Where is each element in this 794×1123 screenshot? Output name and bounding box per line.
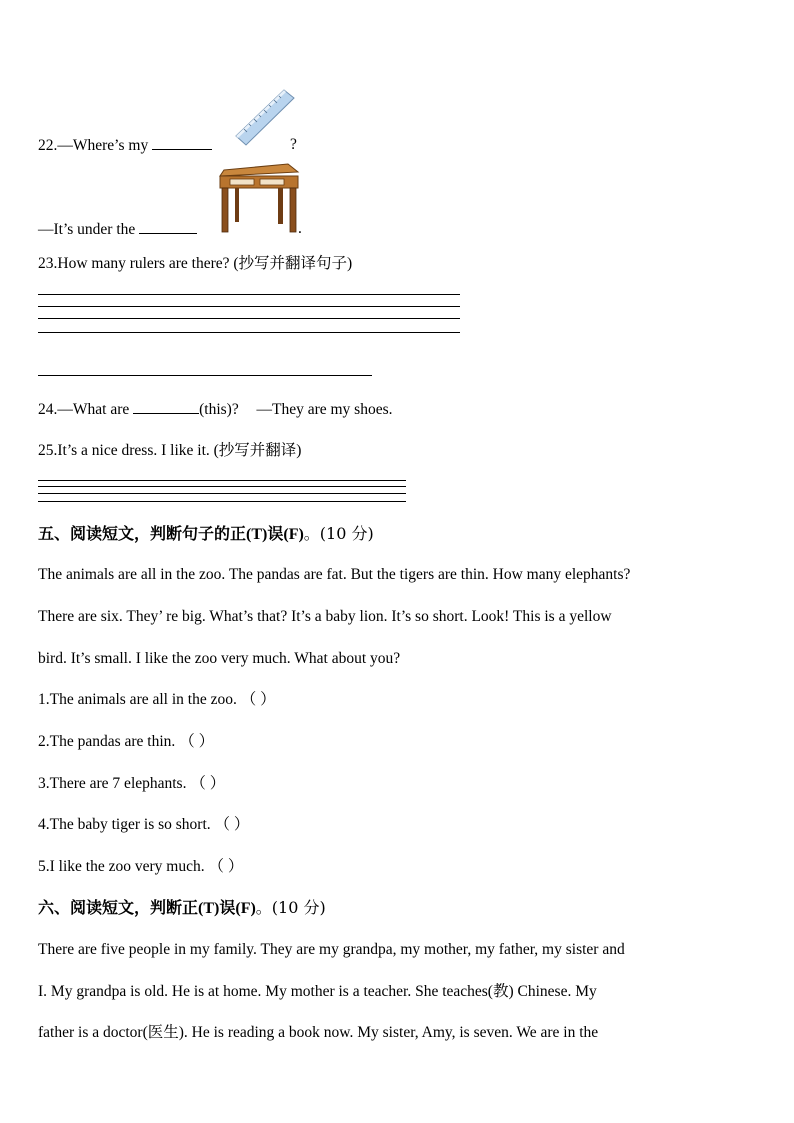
section5-passage-line: bird. It’s small. I like the zoo very much. What about you? <box>38 650 401 667</box>
q22-line1-prefix: 22.—Where’s my <box>38 137 149 154</box>
q23-answer-line-4[interactable] <box>38 332 460 333</box>
section6-heading-b: (T) <box>198 900 220 917</box>
section6-heading <box>38 898 326 919</box>
q25-answer-line-2[interactable] <box>38 486 406 487</box>
section6-passage-line: father is a doctor(医生). He is reading a book now. My sister, Amy, is seven. We are in the <box>38 1024 599 1041</box>
answer-paren[interactable]: （ ） <box>214 816 250 833</box>
q23-answer-line-2[interactable] <box>38 306 460 307</box>
section5-passage-line: The animals are all in the zoo. The pandas are fat. But the tigers are thin. How many elephants? <box>38 566 631 583</box>
q22-blank-2[interactable] <box>139 219 197 234</box>
section5-item-text: 2.The pandas are thin. <box>38 733 176 750</box>
section5-heading-a: 五、阅读短文，判断句子的正 <box>38 524 247 543</box>
q25-answer-line-4[interactable] <box>38 501 406 502</box>
q25-text: 25.It’s a nice dress. I like it. (抄写并翻译) <box>38 442 302 459</box>
section5-heading-d: (F) <box>283 526 304 543</box>
q22-line1-suffix: ? <box>290 136 297 153</box>
section5-heading <box>38 524 374 545</box>
q24-answer: —They are my shoes. <box>256 401 393 418</box>
section6-heading-e: 。(10 分) <box>255 898 326 917</box>
section5-item-5 <box>38 857 243 877</box>
q23-answer-line-5[interactable] <box>38 375 372 376</box>
section5-item-3 <box>38 774 225 794</box>
section6-heading-c: 误 <box>219 898 236 917</box>
section6-heading-a: 六、阅读短文，判断正 <box>38 898 199 917</box>
section5-item-2 <box>38 732 214 752</box>
q23-text: 23.How many rulers are there? (抄写并翻译句子) <box>38 255 353 272</box>
q25-answer-line-3[interactable] <box>38 493 406 494</box>
q22-line2-suffix: . <box>298 220 302 237</box>
q22-line1 <box>38 135 212 156</box>
answer-paren[interactable]: （ ） <box>208 858 244 875</box>
section5-item-text: 1.The animals are all in the zoo. <box>38 691 237 708</box>
q24-prefix: 24.—What are <box>38 401 130 418</box>
section5-item-text: 3.There are 7 elephants. <box>38 775 187 792</box>
section5-heading-e: 。(10 分) <box>303 524 374 543</box>
section6-passage-line: There are five people in my family. They are my grandpa, my mother, my father, my sister and <box>38 941 625 958</box>
answer-paren[interactable]: （ ） <box>240 691 276 708</box>
section5-item-text: 5.I like the zoo very much. <box>38 858 205 875</box>
q25-answer-line-1[interactable] <box>38 480 406 481</box>
section5-item-text: 4.The baby tiger is so short. <box>38 816 211 833</box>
q24-line <box>38 399 393 420</box>
section5-heading-c: 误 <box>267 524 284 543</box>
q24-suffix: (this)? <box>199 401 239 418</box>
q23-answer-line-1[interactable] <box>38 294 460 295</box>
q23-answer-line-3[interactable] <box>38 318 460 319</box>
section5-heading-b: (T) <box>246 526 268 543</box>
q22-line2-prefix: —It’s under the <box>38 221 136 238</box>
section6-heading-d: (F) <box>235 900 256 917</box>
section5-passage-line: There are six. They’ re big. What’s that? It’s a baby lion. It’s so short. Look! This is a yellow <box>38 608 612 625</box>
q24-blank[interactable] <box>133 399 199 414</box>
answer-paren[interactable]: （ ） <box>190 775 226 792</box>
section5-item-1 <box>38 690 276 710</box>
q22-line2 <box>38 219 197 240</box>
section6-passage-line: I. My grandpa is old. He is at home. My mother is a teacher. She teaches(教) Chinese. My <box>38 983 597 1000</box>
desk-icon <box>218 162 300 234</box>
section5-item-4 <box>38 815 249 835</box>
answer-paren[interactable]: （ ） <box>179 733 215 750</box>
ruler-icon <box>232 88 296 148</box>
q22-blank-1[interactable] <box>152 135 212 150</box>
